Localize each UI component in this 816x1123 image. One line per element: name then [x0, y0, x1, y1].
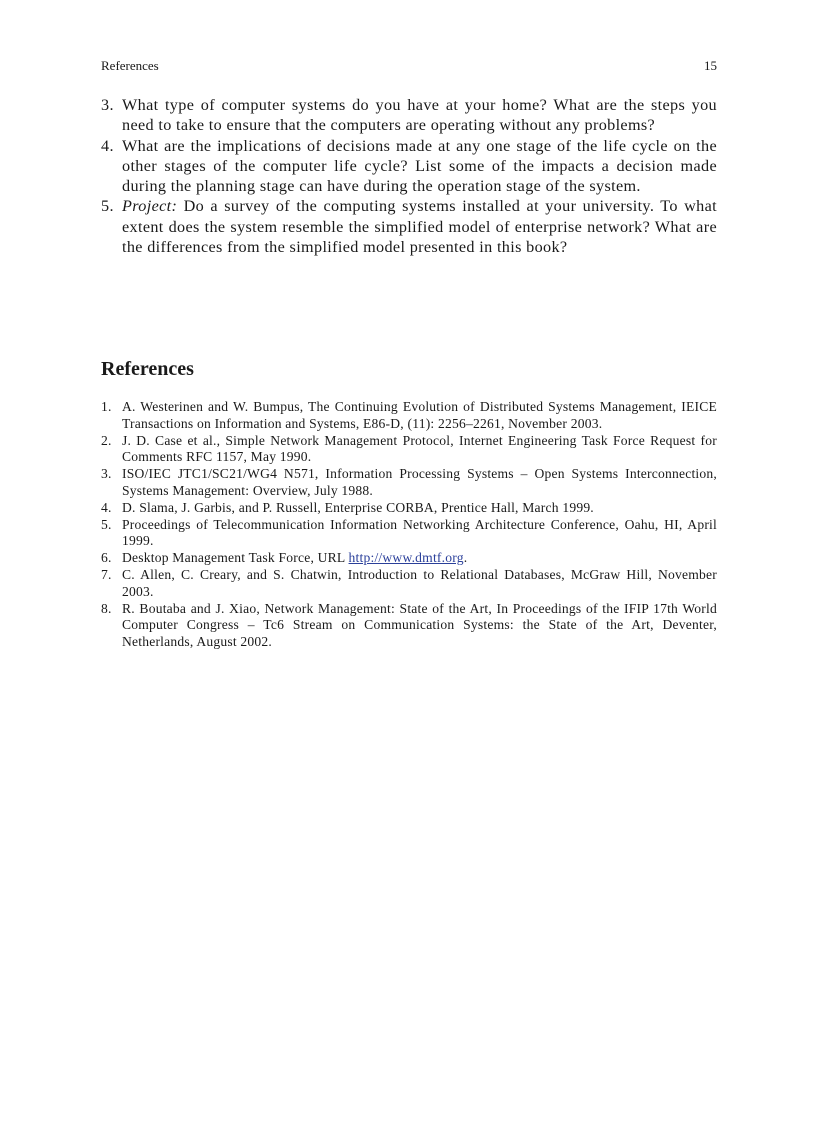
running-header-title: References: [101, 58, 159, 73]
reference-text: A. Westerinen and W. Bumpus, The Continuing Evolution of Distributed Systems Management, IEICE Transactions on Information and Systems, E86-D, (11): 2256–2261, November 2003.: [122, 399, 717, 431]
exercise-item: [101, 136, 717, 197]
reference-number: 5.: [101, 516, 112, 532]
reference-item: [101, 500, 717, 517]
reference-number: 8.: [101, 600, 112, 616]
reference-text: ISO/IEC JTC1/SC21/WG4 N571, Information Processing Systems – Open Systems Interconnection, Systems Management: Overview, July 1988.: [122, 466, 717, 498]
reference-text-before-link: Desktop Management Task Force, URL: [122, 550, 349, 566]
reference-text-after-link: .: [463, 550, 468, 566]
page-number: 15: [704, 58, 717, 73]
reference-text: J. D. Case et al., Simple Network Management Protocol, Internet Engineering Task Force Request for Comments RFC 1157, May 1990.: [122, 432, 717, 465]
reference-item: [101, 433, 717, 467]
reference-text: D. Slama, J. Garbis, and P. Russell, Enterprise CORBA, Prentice Hall, March 1999.: [122, 499, 594, 515]
references-heading: References: [101, 358, 194, 380]
reference-item: [101, 567, 717, 601]
exercise-text: What are the implications of decisions made at any one stage of the life cycle on the other stages of the computer life cycle? List some of the impacts a decision made during the planning stage can have during the operation stage of the system.: [122, 136, 717, 196]
reference-item: [101, 550, 717, 567]
reference-text: Proceedings of Telecommunication Information Networking Architecture Conference, Oahu, HI, April 1999.: [122, 516, 717, 549]
reference-number: 3.: [101, 466, 112, 482]
exercise-list: [101, 95, 717, 257]
exercise-text: Do a survey of the computing systems installed at your university. To what extent does the system resemble the simplified model of enterprise network? What are the differences from the simplified model presented in this book?: [122, 197, 717, 257]
reference-number: 6.: [101, 550, 112, 566]
reference-item: [101, 399, 717, 433]
reference-item: [101, 466, 717, 500]
running-header: [101, 58, 717, 76]
exercise-number: 3.: [101, 96, 114, 114]
reference-item: [101, 601, 717, 651]
exercise-number: 5.: [101, 197, 114, 216]
exercise-text: What type of computer systems do you have at your home? What are the steps you need to take to ensure that the computers are operating without any problems?: [122, 96, 717, 135]
reference-text: C. Allen, C. Creary, and S. Chatwin, Introduction to Relational Databases, McGraw Hill, November 2003.: [122, 566, 717, 599]
reference-text: R. Boutaba and J. Xiao, Network Management: State of the Art, In Proceedings of the IFIP 17th World Computer Congress – Tc6 Stream on Communication Systems: the State of the Art, Deventer, Netherlands, August 2002.: [122, 600, 717, 650]
exercise-number: 4.: [101, 136, 114, 155]
exercise-label: Project:: [122, 197, 178, 216]
reference-list: [101, 399, 717, 651]
reference-number: 4.: [101, 499, 112, 515]
dmtf-link[interactable]: http://www.dmtf.org: [348, 550, 464, 566]
exercise-item: [101, 95, 717, 136]
exercise-item: [101, 196, 717, 257]
reference-number: 7.: [101, 566, 112, 582]
reference-number: 1.: [101, 399, 112, 414]
reference-item: [101, 517, 717, 551]
reference-number: 2.: [101, 432, 112, 448]
